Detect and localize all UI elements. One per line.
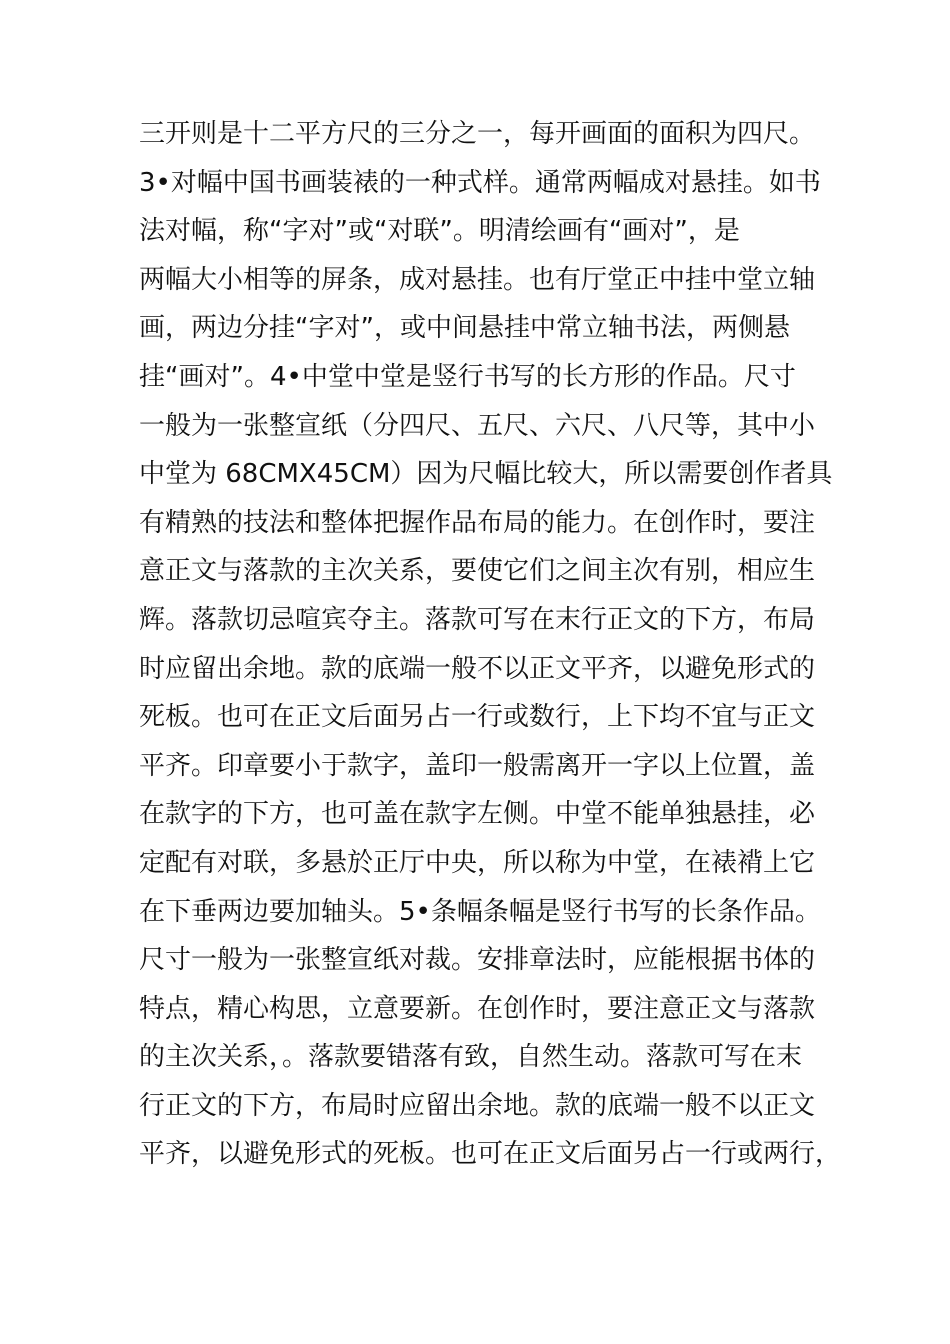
text-line: 中堂为 68CMX45CM）因为尺幅比较大，所以需要创作者具: [139, 459, 833, 490]
text-line: 辉。落款切忌喧宾夺主。落款可写在末行正文的下方，布局: [139, 604, 816, 635]
text-line: 法对幅，称“字对”或“对联”。明清绘画有“画对”，是: [139, 216, 740, 247]
text-line: 时应留出余地。款的底端一般不以正文平齐，以避免形式的: [139, 653, 816, 684]
text-line: 平齐。印章要小于款字，盖印一般需离开一字以上位置，盖: [139, 750, 816, 781]
text-line: 尺寸一般为一张整宣纸对裁。安排章法时，应能根据书体的: [139, 945, 816, 976]
body-text: [139, 110, 842, 1179]
text-line: 的主次关系，。落款要错落有致，自然生动。落款可写在末: [139, 1042, 803, 1073]
text-line: 画，两边分挂“字对”，或中间悬挂中常立轴书法，两侧悬: [139, 313, 790, 344]
text-line: 定配有对联，多悬於正厅中央，所以称为中堂，在裱褙上它: [139, 847, 816, 878]
text-line: 死板。也可在正文后面另占一行或数行，上下均不宜与正文: [139, 702, 816, 733]
text-line: 三开则是十二平方尺的三分之一，每开画面的面积为四尺。: [139, 119, 816, 149]
text-line: 两幅大小相等的屏条，成对悬挂。也有厅堂正中挂中堂立轴: [139, 264, 816, 295]
text-line: 挂“画对”。4•中堂中堂是竖行书写的长方形的作品。尺寸: [139, 361, 796, 392]
text-line: 在下垂两边要加轴头。5•条幅条幅是竖行书写的长条作品。: [139, 896, 821, 927]
text-line: 平齐，以避免形式的死板。也可在正文后面另占一行或两行，: [139, 1139, 842, 1170]
text-line: 特点，精心构思，立意要新。在创作时，要注意正文与落款: [139, 993, 816, 1024]
text-line: 意正文与落款的主次关系，要使它们之间主次有别，相应生: [139, 556, 816, 587]
text-line: 行正文的下方，布局时应留出余地。款的底端一般不以正文: [139, 1090, 816, 1121]
text-line: 有精熟的技法和整体把握作品布局的能力。在创作时，要注: [139, 507, 816, 538]
text-line: 3•对幅中国书画装裱的一种式样。通常两幅成对悬挂。如书: [139, 167, 821, 198]
text-line: 一般为一张整宣纸（分四尺、五尺、六尺、八尺等，其中小: [139, 410, 816, 441]
text-line: 在款字的下方，也可盖在款字左侧。中堂不能单独悬挂，必: [139, 799, 816, 830]
